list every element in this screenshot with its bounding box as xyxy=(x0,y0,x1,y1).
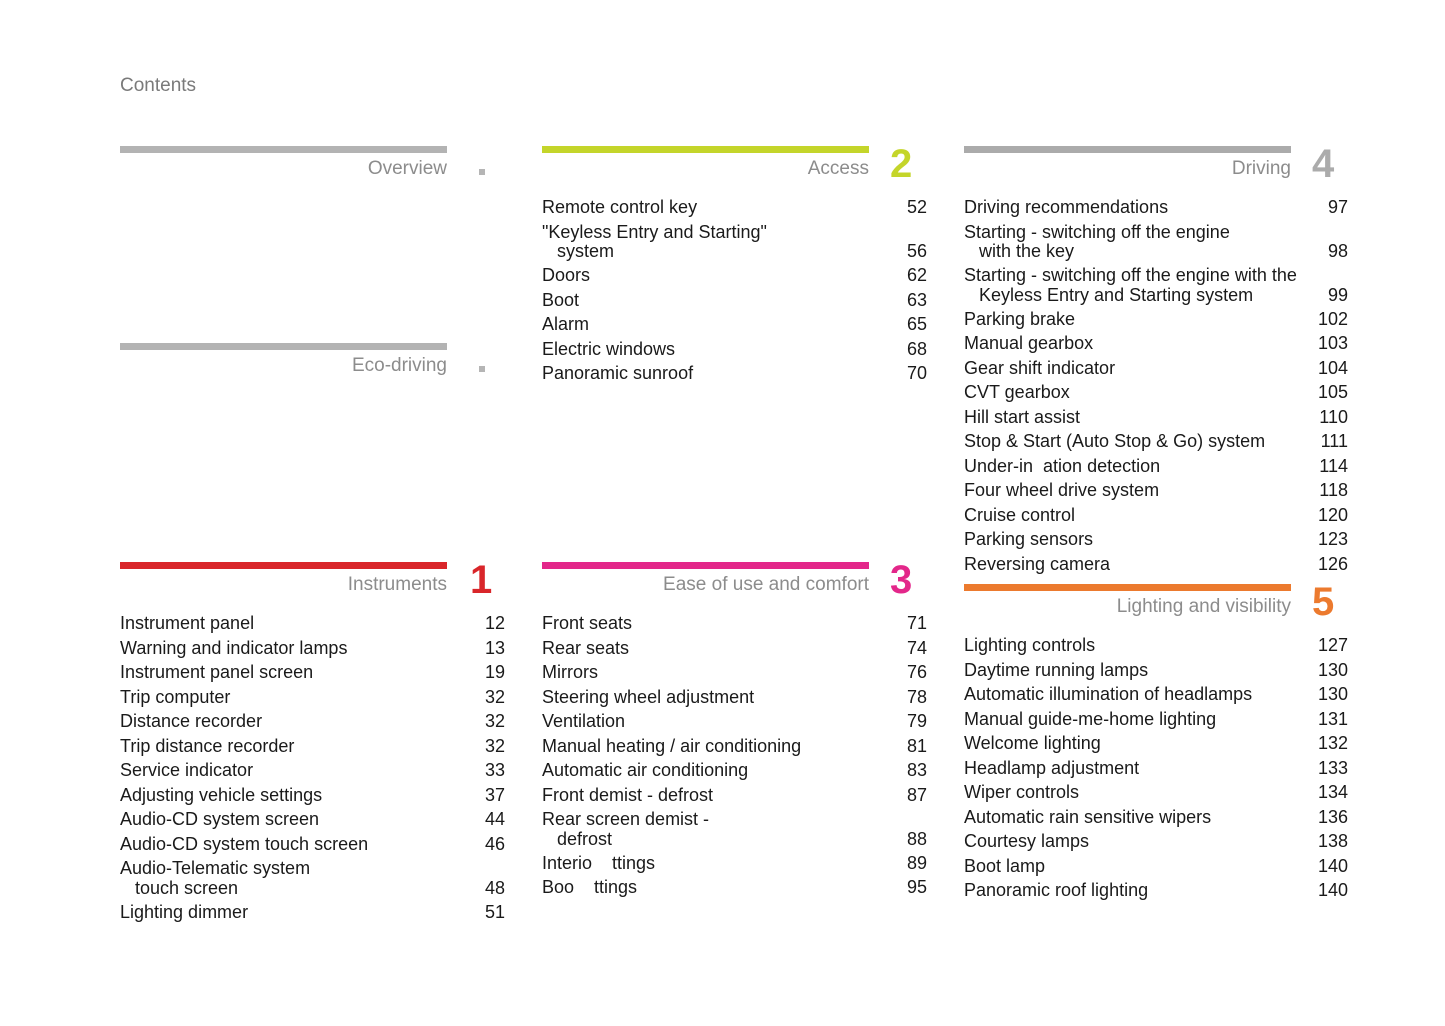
toc-entry[interactable] xyxy=(120,903,505,923)
toc-entry-page: 132 xyxy=(1317,733,1348,753)
toc-entry-page: 138 xyxy=(1317,831,1348,851)
toc-entry[interactable] xyxy=(542,786,927,806)
toc-entry-page: 65 xyxy=(906,314,927,334)
section-bar xyxy=(120,343,447,350)
section-title: Ease of use and comfort xyxy=(663,574,869,595)
toc-entry-page: 105 xyxy=(1317,382,1348,402)
toc-entry-title: Audio-Telematic system touch screen xyxy=(120,858,311,898)
section-bar xyxy=(120,146,447,153)
toc-entry-page: 32 xyxy=(484,711,505,731)
section-instruments xyxy=(120,558,505,922)
toc-entry[interactable] xyxy=(542,688,927,708)
page-title: Contents xyxy=(120,75,197,96)
toc-entry-title: Rear seats xyxy=(542,637,630,658)
toc-entry[interactable] xyxy=(542,712,927,732)
toc-entry-page: 12 xyxy=(484,613,505,633)
toc-entry-page: 32 xyxy=(484,735,505,756)
toc-entry-title: Automatic air conditioning xyxy=(542,760,749,780)
toc-entry-title: Starting - switching off the engine with the Keyless Entry and Starting system xyxy=(964,265,1297,305)
toc-entry-page: 87 xyxy=(906,784,927,805)
toc-entry-title: Lighting controls xyxy=(964,635,1096,655)
toc-entry-page: 136 xyxy=(1317,806,1348,827)
toc-entry[interactable] xyxy=(542,854,927,874)
toc-entry-title: Trip distance recorder xyxy=(120,735,295,756)
section-ease-of-use xyxy=(542,558,927,897)
toc-entry-page: 81 xyxy=(906,735,927,756)
toc-entry[interactable] xyxy=(964,383,1348,403)
toc-entry-title: Steering wheel adjustment xyxy=(542,686,755,707)
toc-entry-title: Panoramic sunroof xyxy=(542,363,694,383)
toc-entry-title: Stop & Start (Auto Stop & Go) system xyxy=(964,431,1266,451)
toc-entry[interactable] xyxy=(542,315,927,335)
section-bar xyxy=(542,146,869,153)
toc-entry-title: Boo ttings xyxy=(542,877,638,897)
toc-entry[interactable] xyxy=(542,340,927,360)
toc-entry[interactable] xyxy=(542,761,927,781)
toc-entry-title: Interio ttings xyxy=(542,852,656,873)
toc-entry-title: Service indicator xyxy=(120,760,254,780)
toc-entry[interactable] xyxy=(120,663,505,683)
toc-entry[interactable] xyxy=(964,359,1348,379)
toc-entry-title: Rear screen demist - defrost xyxy=(542,809,710,849)
toc-entry-page: 76 xyxy=(906,662,927,682)
toc-entry[interactable] xyxy=(964,783,1348,803)
section-title: Driving xyxy=(1231,158,1291,179)
toc-entry[interactable] xyxy=(964,857,1348,877)
toc-entry-page: 133 xyxy=(1317,757,1348,778)
toc-entry-title: CVT gearbox xyxy=(964,382,1070,402)
toc-entry-title: Wiper controls xyxy=(964,782,1080,802)
toc-entry-title: Adjusting vehicle settings xyxy=(120,784,323,805)
toc-entry-page: 71 xyxy=(906,613,927,633)
toc-entry-title: Instrument panel xyxy=(120,613,255,633)
toc-entry-title: Welcome lighting xyxy=(964,733,1101,753)
section-title: Lighting and visibility xyxy=(1116,596,1291,617)
toc-entry-page: 56 xyxy=(906,241,927,261)
toc-entry[interactable] xyxy=(120,859,505,898)
toc-entry-page: 131 xyxy=(1317,708,1348,729)
toc-entry-title: Boot xyxy=(542,289,580,310)
toc-entry[interactable] xyxy=(964,759,1348,779)
toc-entry[interactable] xyxy=(964,661,1348,681)
toc-entry-title: Parking brake xyxy=(964,308,1076,329)
toc-entry[interactable] xyxy=(964,408,1348,428)
toc-entry-title: Automatic illumination of headlamps xyxy=(964,684,1253,704)
toc-entry[interactable] xyxy=(542,810,927,849)
toc-entry[interactable] xyxy=(964,530,1348,550)
toc-entry-page: 62 xyxy=(906,265,927,285)
toc-entry[interactable] xyxy=(964,223,1348,262)
toc-entry-page: 48 xyxy=(484,877,505,898)
section-eco-driving xyxy=(120,343,447,376)
toc-list xyxy=(120,614,505,927)
toc-entry-page: 126 xyxy=(1317,553,1348,574)
toc-entry[interactable] xyxy=(964,808,1348,828)
toc-entry-page: 74 xyxy=(906,637,927,658)
toc-entry[interactable] xyxy=(964,710,1348,730)
toc-entry-page: 123 xyxy=(1317,529,1348,549)
toc-entry-title: Manual heating / air conditioning xyxy=(542,735,802,756)
toc-entry-page: 127 xyxy=(1317,635,1348,655)
toc-entry-title: Courtesy lamps xyxy=(964,831,1090,851)
toc-entry-page: 19 xyxy=(484,662,505,682)
toc-entry-page: 111 xyxy=(1320,431,1348,451)
toc-entry-page: 88 xyxy=(906,828,927,849)
toc-entry[interactable] xyxy=(964,832,1348,852)
toc-entry[interactable] xyxy=(120,786,505,806)
toc-entry-title: Ventilation xyxy=(542,711,626,731)
toc-entry-title: Audio-CD system touch screen xyxy=(120,833,369,854)
toc-entry-title: Manual gearbox xyxy=(964,333,1094,353)
toc-entry[interactable] xyxy=(542,639,927,659)
toc-list xyxy=(964,198,1348,579)
section-access xyxy=(542,142,927,383)
toc-entry[interactable] xyxy=(120,614,505,634)
toc-entry[interactable] xyxy=(542,198,927,218)
toc-entry-title: Starting - switching off the engine with the key xyxy=(964,221,1230,261)
toc-entry[interactable] xyxy=(542,663,927,683)
toc-entry[interactable] xyxy=(120,712,505,732)
section-overview xyxy=(120,146,447,179)
section-bar xyxy=(120,562,447,569)
toc-entry[interactable] xyxy=(120,639,505,659)
toc-entry-title: Doors xyxy=(542,265,591,285)
toc-entry[interactable] xyxy=(964,506,1348,526)
toc-entry-page: 98 xyxy=(1327,241,1348,261)
toc-entry-page: 89 xyxy=(906,852,927,873)
section-marker xyxy=(479,169,485,175)
toc-entry-page: 130 xyxy=(1317,684,1348,704)
toc-entry[interactable] xyxy=(964,334,1348,354)
section-title: Overview xyxy=(367,158,447,179)
section-number: 2 xyxy=(890,142,913,186)
toc-entry-page: 46 xyxy=(484,833,505,854)
toc-entry-title: Instrument panel screen xyxy=(120,662,314,682)
toc-entry-title: Alarm xyxy=(542,314,590,334)
section-title: Access xyxy=(807,158,869,179)
toc-entry-title: Gear shift indicator xyxy=(964,357,1116,378)
toc-entry-title: Panoramic roof lighting xyxy=(964,880,1149,900)
toc-entry-title: Distance recorder xyxy=(120,711,263,731)
toc-entry-title: Automatic rain sensitive wipers xyxy=(964,806,1212,827)
section-bar xyxy=(964,584,1291,591)
toc-entry[interactable] xyxy=(964,685,1348,705)
section-number: 1 xyxy=(470,558,493,602)
toc-entry-title: Audio-CD system screen xyxy=(120,809,320,829)
toc-entry[interactable] xyxy=(964,432,1348,452)
toc-entry-page: 120 xyxy=(1317,504,1348,525)
toc-entry-title: Boot lamp xyxy=(964,855,1046,876)
toc-entry[interactable] xyxy=(542,878,927,898)
toc-list xyxy=(542,614,927,903)
toc-entry-page: 95 xyxy=(906,877,927,897)
toc-entry-page: 79 xyxy=(906,711,927,731)
toc-entry-page: 103 xyxy=(1317,333,1348,353)
section-number: 4 xyxy=(1312,142,1335,186)
toc-entry[interactable] xyxy=(964,555,1348,575)
toc-entry-page: 37 xyxy=(484,784,505,805)
toc-entry-page: 140 xyxy=(1317,880,1348,900)
toc-entry-title: Driving recommendations xyxy=(964,197,1169,217)
toc-entry[interactable] xyxy=(542,266,927,286)
toc-entry[interactable] xyxy=(964,457,1348,477)
toc-entry[interactable] xyxy=(120,761,505,781)
toc-entry-title: Remote control key xyxy=(542,197,698,217)
toc-entry[interactable] xyxy=(964,198,1348,218)
toc-entry[interactable] xyxy=(542,737,927,757)
toc-entry-title: Parking sensors xyxy=(964,529,1094,549)
toc-entry-title: Front demist - defrost xyxy=(542,784,714,805)
toc-entry-title: Under-in ation detection xyxy=(964,455,1161,476)
toc-entry[interactable] xyxy=(120,810,505,830)
toc-entry-page: 140 xyxy=(1317,855,1348,876)
toc-entry-title: Hill start assist xyxy=(964,406,1081,427)
toc-entry-title: Reversing camera xyxy=(964,553,1111,574)
section-bar xyxy=(542,562,869,569)
toc-entry-title: Daytime running lamps xyxy=(964,659,1149,680)
toc-entry-page: 99 xyxy=(1327,284,1348,305)
toc-entry-page: 33 xyxy=(484,760,505,780)
toc-entry-page: 78 xyxy=(906,686,927,707)
toc-entry-page: 51 xyxy=(484,901,505,922)
toc-entry-title: Warning and indicator lamps xyxy=(120,637,348,658)
toc-entry-page: 13 xyxy=(484,637,505,658)
toc-entry[interactable] xyxy=(120,835,505,855)
toc-list xyxy=(964,636,1348,906)
toc-entry[interactable] xyxy=(964,881,1348,901)
toc-entry-page: 97 xyxy=(1327,197,1348,217)
toc-list xyxy=(542,198,927,389)
toc-entry-title: "Keyless Entry and Starting" system xyxy=(542,221,767,261)
toc-entry-title: Cruise control xyxy=(964,504,1076,525)
toc-entry-title: Electric windows xyxy=(542,338,676,359)
toc-entry[interactable] xyxy=(542,291,927,311)
toc-entry-page: 83 xyxy=(906,760,927,780)
toc-entry-title: Mirrors xyxy=(542,662,598,682)
section-bar xyxy=(964,146,1291,153)
toc-entry-page: 44 xyxy=(484,809,505,829)
toc-entry[interactable] xyxy=(542,614,927,634)
toc-entry[interactable] xyxy=(964,734,1348,754)
toc-entry[interactable] xyxy=(120,737,505,757)
toc-entry-title: Front seats xyxy=(542,613,633,633)
toc-entry-page: 102 xyxy=(1317,308,1348,329)
toc-entry-page: 52 xyxy=(906,197,927,217)
section-title: Instruments xyxy=(347,574,447,595)
toc-entry-page: 130 xyxy=(1317,659,1348,680)
toc-entry[interactable] xyxy=(542,223,927,262)
section-marker xyxy=(479,366,485,372)
section-lighting-visibility xyxy=(964,580,1348,900)
toc-entry-page: 118 xyxy=(1319,480,1348,500)
section-title: Eco-driving xyxy=(351,355,447,376)
toc-entry[interactable] xyxy=(964,481,1348,501)
toc-entry-page: 114 xyxy=(1319,455,1348,476)
toc-entry-title: Trip computer xyxy=(120,686,231,707)
toc-entry[interactable] xyxy=(964,266,1348,305)
section-number: 5 xyxy=(1312,580,1335,624)
section-driving xyxy=(964,142,1348,574)
toc-entry[interactable] xyxy=(964,310,1348,330)
toc-entry-page: 63 xyxy=(906,289,927,310)
toc-entry-page: 110 xyxy=(1319,406,1348,427)
toc-entry-page: 134 xyxy=(1317,782,1348,802)
toc-entry-page: 68 xyxy=(906,338,927,359)
toc-entry-page: 104 xyxy=(1317,357,1348,378)
toc-entry-page: 32 xyxy=(484,686,505,707)
toc-entry-title: Four wheel drive system xyxy=(964,480,1160,500)
toc-entry-page: 70 xyxy=(906,363,927,383)
toc-entry[interactable] xyxy=(542,364,927,384)
toc-entry-title: Headlamp adjustment xyxy=(964,757,1140,778)
section-number: 3 xyxy=(890,558,913,602)
toc-entry-title: Lighting dimmer xyxy=(120,901,249,922)
toc-entry[interactable] xyxy=(120,688,505,708)
toc-entry-title: Manual guide-me-home lighting xyxy=(964,708,1217,729)
toc-entry[interactable] xyxy=(964,636,1348,656)
